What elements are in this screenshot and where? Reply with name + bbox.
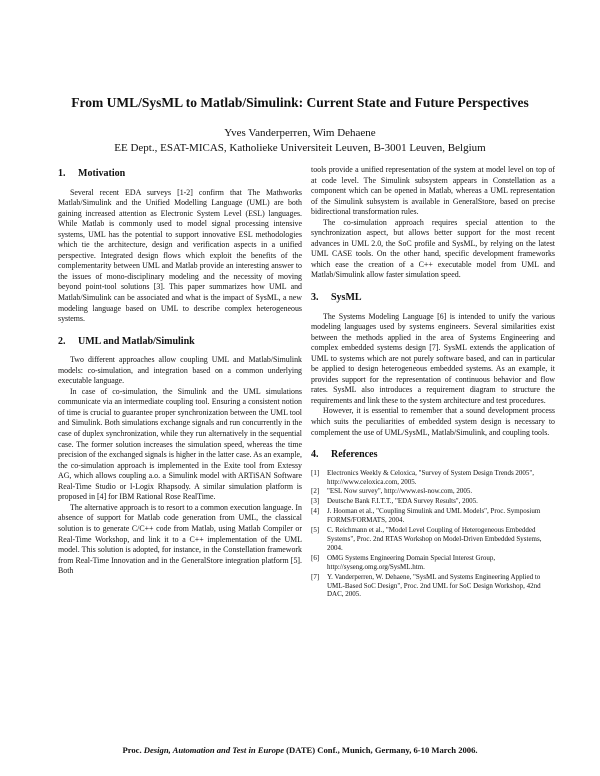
uml-matlab-paragraph-1: Two different approaches allow coupling UML and Matlab/Simulink models: co-simulation, and integration based on a common underlying executable language. xyxy=(58,355,302,386)
uml-matlab-paragraph-3: The alternative approach is to resort to a common execution language. In absence of support for Matlab code generation from UML, the classical solution is to generate C/C++ code from Matlab, using Matlab Compiler or Real-Time Workshop, and link it to a C++ implementation of the UML model. This solution is adopted, for instance, in the Constellation framework from Real-Time Innovation and in the GeneralStore integration platform [5]. Both xyxy=(58,502,302,576)
author-block xyxy=(0,126,600,156)
motivation-paragraph-1: Several recent EDA surveys [1-2] confirm that The Mathworks Matlab/Simulink and the Unified Modelling Language (UML) are both gaining increased attention as Electronic System Level (ESL) languages. While Matlab is commonly used to model signal processing intensive systems, UML has the potential to support innovative ESL methodologies which tie the architecture, design and verification aspects in a unified perspective. Integrated design flows which exploit the benefits of the complementarity between UML and Matlab provide an interesting answer to the issues of mono-disciplinary modeling and the necessity of moving beyond point-tool solutions [3]. This paper summarizes how UML and Matlab/Simulink can be associated and what is the impact of SysML, a new modeling language based on UML to describe complex heterogeneous systems. xyxy=(58,187,302,324)
author-names: Yves Vanderperren, Wim Dehaene xyxy=(224,127,376,139)
reference-item: [1] Electronics Weekly & Celoxica, "Survey of System Design Trends 2005", http://www.celoxica.com, 2005. xyxy=(311,468,535,486)
sysml-paragraph-1: The Systems Modeling Language [6] is intended to unify the various modeling languages used by systems engineers. Several similarities exist between the methods applied in the area of Systems Engineering and complex embedded systems design [7]. SysML extends the application of UML to systems which are not purely software based, and can in particular be applied to design heterogeneous embedded systems. As an example, it provides support for the representation of continuous behavior and flow rates. SysML also introduces a requirement diagram to structure the requirements and link these to the system architecture and test procedures. xyxy=(311,311,555,405)
paper-title: From UML/SysML to Matlab/Simulink: Current State and Future Perspectives xyxy=(71,95,529,110)
author-affiliation: EE Dept., ESAT-MICAS, Katholieke Universiteit Leuven, B-3001 Leuven, Belgium xyxy=(114,142,486,154)
section-heading-uml-matlab: 2. UML and Matlab/Simulink xyxy=(58,335,195,347)
section-heading-sysml: 3. SysML xyxy=(311,292,362,304)
reference-item: [7] Y. Vanderperren, W. Dehaene, "SysML and Systems Engineering Applied to UML-Based SoC Design", Proc. 2nd UML for SoC Design Workshop, 42nd DAC, 2005. xyxy=(311,572,541,599)
uml-matlab-paragraph-2: In case of co-simulation, the Simulink and the UML simulations communicate via an intermediate coupling tool. Ensuring a consistent notion of time is crucial to guarantee proper synchronization between the UML tool and Simulink. Both simulations exchange signals and run concurrently in the case of duplex synchronization, while they run alternatively in the sequential case. The former solution increases the simulation speed, whereas the time precision of the exchanged signals is higher in the latter case. As an example, the co-simulation approach is implemented in the Exite tool from Extessy AG, which allows coupling a.o. a Simulink model with ARTiSAN Software Real-Time Studio or I-Logix Rhapsody. A similar simulation platform is proposed in [4] for IBM Rational Rose RealTime. xyxy=(58,386,302,502)
section-heading-motivation: 1. Motivation xyxy=(58,168,126,179)
section-heading-references: 4. References xyxy=(311,449,378,461)
sysml-paragraph-2: However, it is essential to remember that a sound development process which suits the peculiarities of embedded system design is necessary to complement the use of UML/SysML, Matlab/Simulink, and coupling tools. xyxy=(311,406,555,437)
reference-item: [2] "ESL Now survey", http://www.esl-now.com, 2005. xyxy=(311,487,473,496)
left-column xyxy=(58,163,302,577)
reference-list xyxy=(311,469,555,600)
reference-item: [3] Deutsche Bank F.I.T.T., "EDA Survey Results", 2005. xyxy=(311,497,478,506)
uml-matlab-paragraph-3-continued: tools provide a unified representation of the system at model level on top of at code level. The Simulink subsystem appears in Constellation as a component which can be opened in Matlab, whereas a UML representation of the Simulink subsystem is available in GeneralStore, based on precise bidirectional transformation rules. xyxy=(311,165,555,217)
right-column xyxy=(311,165,555,600)
uml-matlab-paragraph-4: The co-simulation approach requires special attention to the synchronization aspect, but allows better support for the most recent advances in UML 2.0, the SoC profile and SysML, by relying on the latest UML CASE tools. On the other hand, specific development frameworks which ease the creation of a C++ executable model from UML and Matlab/Simulink allow faster simulation speed. xyxy=(311,217,555,280)
conference-footer: Proc. Design, Automation and Test in Europe (DATE) Conf., Munich, Germany, 6-10 March 2006. xyxy=(122,745,478,755)
reference-item: [6] OMG Systems Engineering Domain Special Interest Group, http://syseng.omg.org/SysML.htm. xyxy=(311,553,496,571)
reference-item: [4] J. Hooman et al., "Coupling Simulink and UML Models", Proc. Symposium FORMS/FORMATS, 2004. xyxy=(311,507,541,525)
reference-item: [5] C. Reichmann et al., "Model Level Coupling of Heterogeneous Embedded Systems", Proc. 2nd RTAS Workshop on Model-Driven Embedded Systems, 2004. xyxy=(311,526,542,552)
